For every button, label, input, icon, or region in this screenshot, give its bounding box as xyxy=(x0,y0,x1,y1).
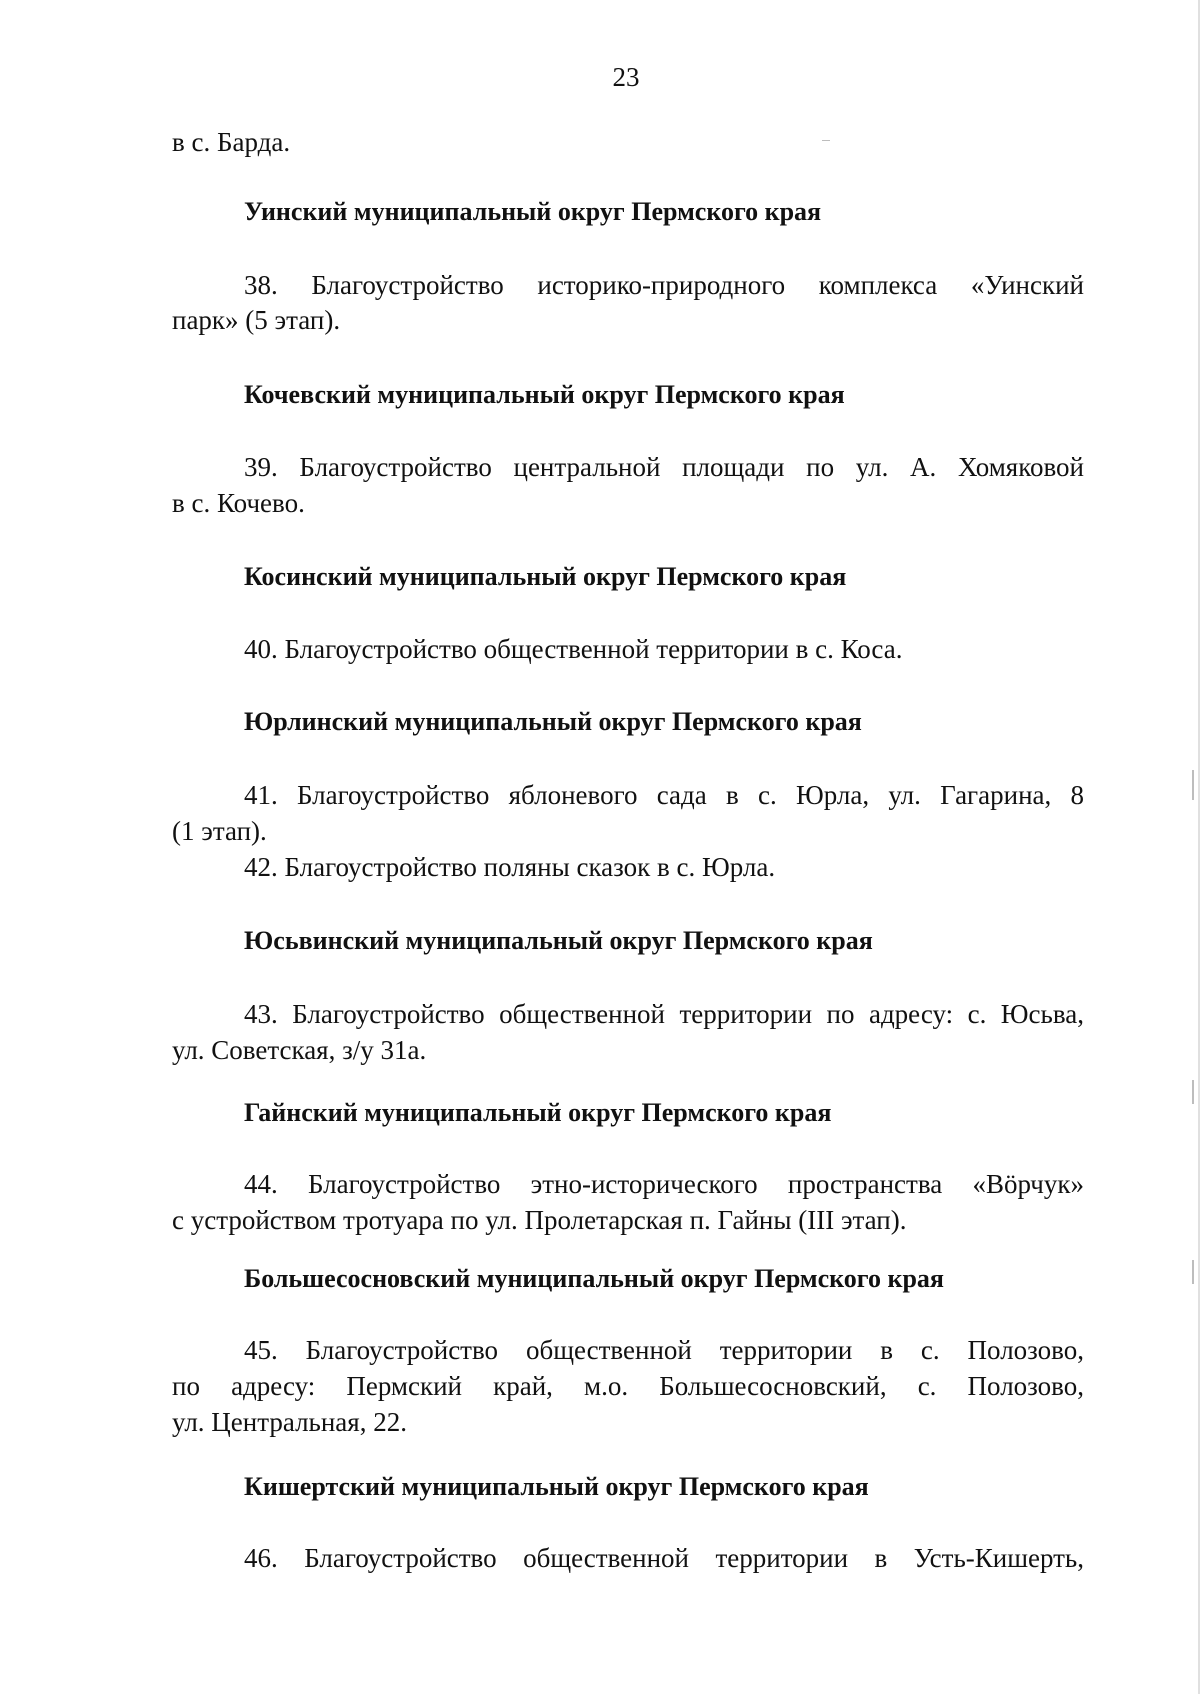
item-line: 43. Благоустройство общественной территории по адресу: с. Юсьва, xyxy=(244,999,1084,1029)
page-number: 23 xyxy=(612,62,640,92)
item-line: по адресу: Пермский край, м.о. Большесосновский, с. Полозово, xyxy=(172,1371,1084,1401)
item-line: 45. Благоустройство общественной территории в с. Полозово, xyxy=(244,1335,1084,1365)
item-line: с устройством тротуара по ул. Пролетарская п. Гайны (III этап). xyxy=(172,1205,907,1235)
scan-edge-mark xyxy=(1192,1080,1194,1104)
item-line: 44. Благоустройство этно-исторического пространства «Вӧрчук» xyxy=(244,1169,1084,1199)
section-heading: Уинский муниципальный округ Пермского края xyxy=(244,197,822,226)
item-line: парк» (5 этап). xyxy=(172,305,341,335)
scan-edge-mark xyxy=(1192,770,1194,800)
section-heading: Гайнский муниципальный округ Пермского края xyxy=(244,1098,832,1127)
section-heading: Юрлинский муниципальный округ Пермского края xyxy=(244,707,862,736)
item-line: 38. Благоустройство историко-природного комплекса «Уинский xyxy=(244,270,1084,300)
continuation-line: в с. Барда. xyxy=(172,127,291,157)
item-line: 39. Благоустройство центральной площади по ул. А. Хомяковой xyxy=(244,452,1084,482)
item-line: 41. Благоустройство яблоневого сада в с. Юрла, ул. Гагарина, 8 xyxy=(244,780,1084,810)
item-line: 40. Благоустройство общественной территории в с. Коса. xyxy=(244,634,903,664)
item-line: ул. Советская, з/у 31а. xyxy=(172,1035,427,1065)
item-line: 42. Благоустройство поляны сказок в с. Юрла. xyxy=(244,852,776,882)
scan-edge-mark xyxy=(1192,1260,1194,1284)
section-heading: Юсьвинский муниципальный округ Пермского края xyxy=(244,926,873,955)
section-heading: Кочевский муниципальный округ Пермского края xyxy=(244,380,845,409)
section-heading: Кишертский муниципальный округ Пермского края xyxy=(244,1472,869,1501)
section-heading: Большесосновский муниципальный округ Пермского края xyxy=(244,1264,944,1293)
item-line: ул. Центральная, 22. xyxy=(172,1407,407,1437)
scan-dot xyxy=(822,140,830,141)
item-line: 46. Благоустройство общественной территории в Усть-Кишерть, xyxy=(244,1543,1084,1573)
item-line: (1 этап). xyxy=(172,816,267,846)
item-line: в с. Кочево. xyxy=(172,488,305,518)
section-heading: Косинский муниципальный округ Пермского края xyxy=(244,562,847,591)
